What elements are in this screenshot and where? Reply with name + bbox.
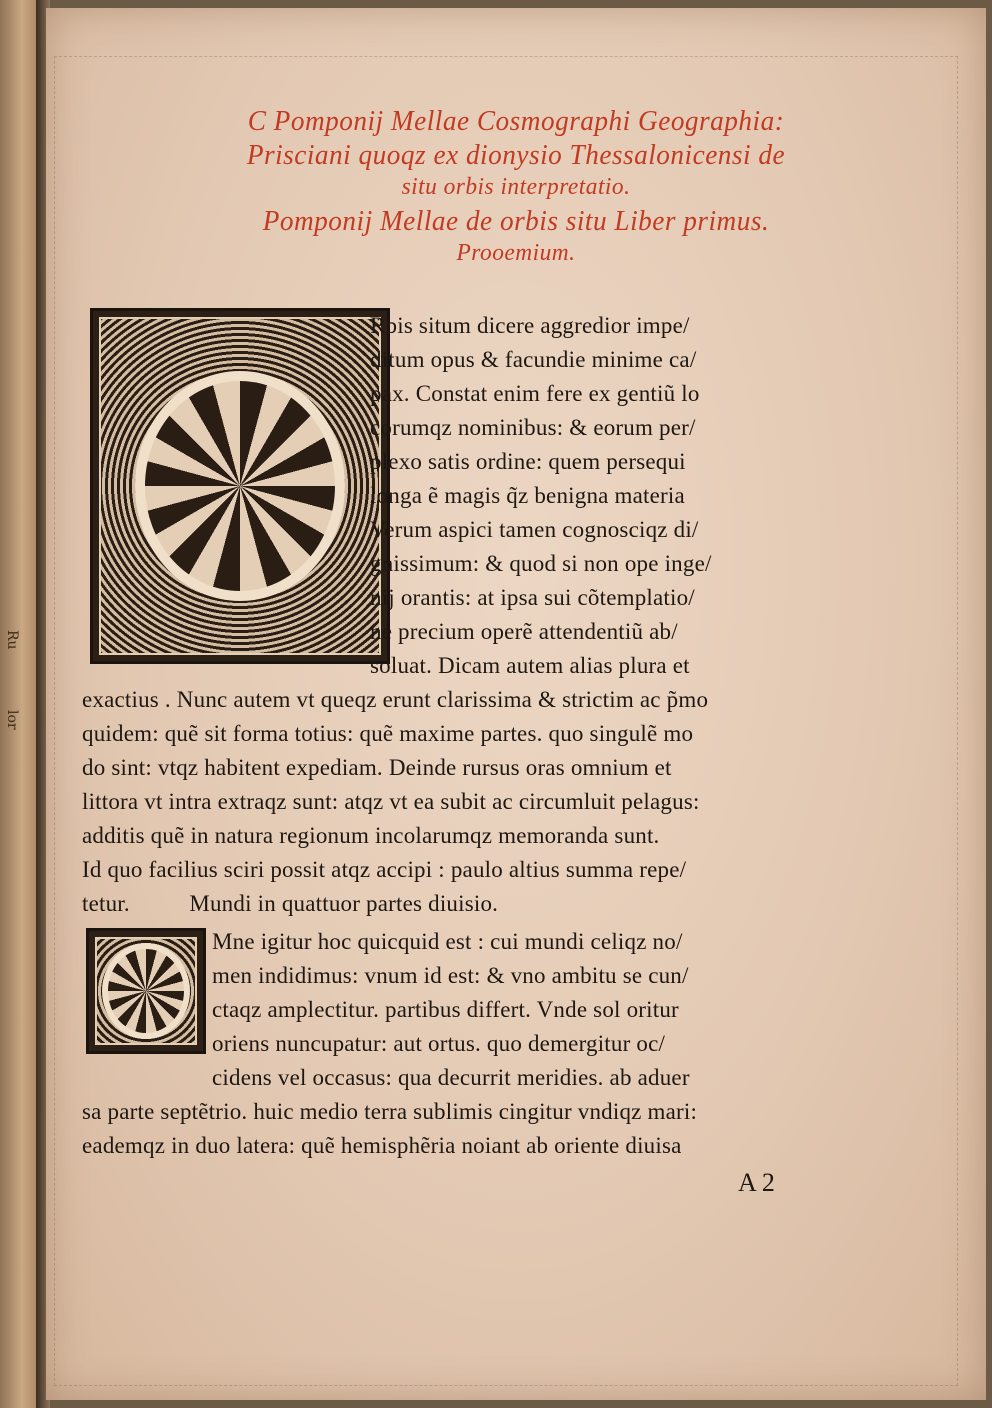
left-page-edge	[0, 0, 40, 1408]
text-line: oriens nuncupatur: aut ortus. quo demergitur oc/	[212, 1031, 666, 1056]
text-line: Rbis situm dicere aggredior impe/	[370, 313, 690, 338]
heading-line: C Pomponij Mellae Cosmographi Geographia:	[247, 106, 785, 137]
signature-mark: A 2	[738, 1168, 775, 1197]
left-page-text: lor	[4, 710, 20, 730]
decorated-initial-o	[90, 308, 390, 664]
heading-line: Pomponij Mellae de orbis situ Liber primus.	[262, 206, 770, 237]
text-line: pax. Constat enim fere ex gentiũ lo	[370, 381, 700, 406]
text-line: ne precium operẽ attendentiũ ab/	[370, 619, 678, 644]
heading-line: Prooemium.	[456, 240, 576, 266]
text-line: littora vt intra extraqz sunt: atqz vt ea subit ac circumluit pelagus:	[82, 789, 700, 814]
text-line: Mne igitur hoc quicquid est : cui mundi celiqz no/	[212, 929, 683, 954]
text-line: quidem: quẽ sit forma totius: quẽ maxime partes. quo singulẽ mo	[82, 721, 694, 746]
text-line: do sint: vtqz habitent expediam. Deinde rursus oras omnium et	[82, 755, 672, 780]
text-line: soluat. Dicam autem alias plura et	[370, 653, 690, 678]
text-line: Verum aspici tamen cognosciqz di/	[370, 517, 699, 542]
decorated-initial-o-small	[86, 928, 206, 1054]
text-line: ditum opus & facundie minime ca/	[370, 347, 697, 372]
text-line: ctaqz amplectitur. partibus differt. Vnde sol oritur	[212, 997, 679, 1022]
initial-letter-shape	[135, 371, 345, 601]
initial-letter-shape	[102, 943, 190, 1039]
text-line: additis quẽ in natura regionum incolarumqz memoranda sunt.	[82, 823, 660, 848]
text-line: nij orantis: at ipsa sui cõtemplatio/	[370, 585, 695, 610]
text-line: Id quo facilius sciri possit atqz accipi : paulo altius summa repe/	[82, 857, 687, 882]
text-line: plexo satis ordine: quem persequi	[370, 449, 686, 474]
text-line: gnissimum: & quod si non ope inge/	[370, 551, 712, 576]
heading-line: situ orbis interpretatio.	[401, 174, 631, 200]
left-page-text: Ru	[4, 630, 20, 650]
section-heading-line: tetur. Mundi in quattuor partes diuisio.	[82, 891, 499, 916]
text-line: cidens vel occasus: qua decurrit meridies. ab aduer	[212, 1065, 690, 1090]
book-page	[46, 8, 986, 1400]
text-line: eademqz in duo latera: quẽ hemisphẽria noiant ab oriente diuisa	[82, 1133, 682, 1158]
text-line: sa parte septẽtrio. huic medio terra sublimis cingitur vndiqz mari:	[82, 1099, 698, 1124]
heading-line: Prisciani quoqz ex dionysio Thessalonicensi de	[246, 140, 786, 171]
text-line: corumqz nominibus: & eorum per/	[370, 415, 696, 440]
text-line: longa ẽ magis q̃z benigna materia	[370, 483, 685, 508]
text-line: men indidimus: vnum id est: & vno ambitu se cun/	[212, 963, 689, 988]
text-line: exactius . Nunc autem vt queqz erunt clarissima & strictim ac p̃mo	[82, 687, 709, 712]
